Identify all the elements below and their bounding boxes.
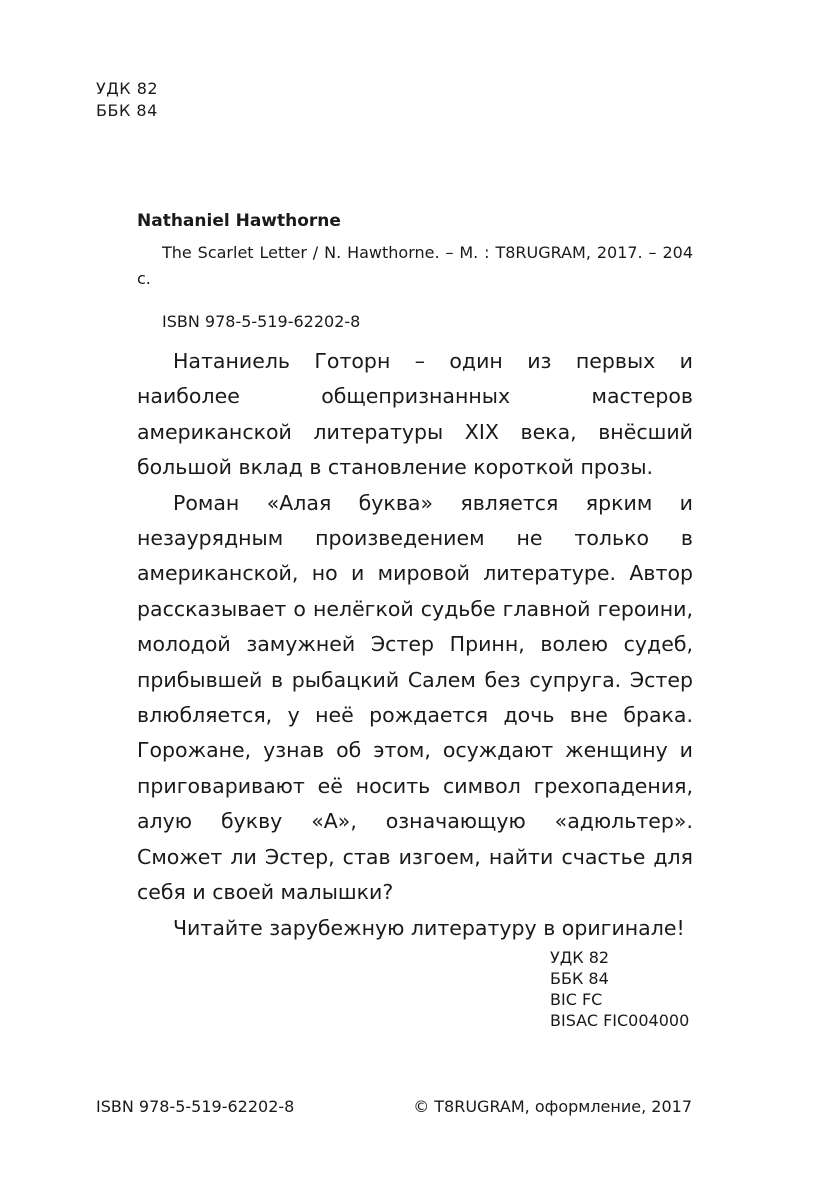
author-name: Nathaniel Hawthorne (137, 211, 341, 231)
bic-code: BIC FC (550, 990, 603, 1009)
citation-isbn: ISBN 978-5-519-62202-8 (162, 312, 361, 331)
copyright-notice: © T8RUGRAM, оформление, 2017 (413, 1097, 692, 1116)
bbk-code: ББК 84 (96, 101, 158, 120)
udk-code: УДК 82 (96, 79, 159, 98)
annotation-paragraph: Натаниель Готорн – один из первых и наиболее общепризнанных мастеров американской литературы XIX века, внёсший большой вклад в становление короткой прозы. (137, 349, 693, 480)
footer-isbn: ISBN 978-5-519-62202-8 (96, 1097, 295, 1116)
bbk-code: ББК 84 (550, 969, 609, 988)
bisac-code: BISAC FIC004000 (550, 1011, 690, 1030)
classification-block (550, 947, 689, 1031)
top-classification-codes (96, 78, 158, 122)
annotation (137, 344, 693, 946)
bibliographic-citation: The Scarlet Letter / N. Hawthorne. – M. : T8RUGRAM, 2017. – 204 c. (137, 243, 693, 288)
annotation-paragraph: Читайте зарубежную литературу в оригинале! (173, 915, 685, 940)
annotation-paragraph: Роман «Алая буква» является ярким и незаурядным произведением не только в американской, но и мировой литературе. Автор рассказывает о нелёгкой судьбе главной героини, молодой замужней Эстер Принн, волею судеб, прибывшей в рыбацкий Салем без супруга. Эстер влюбляется, у неё рождается дочь вне брака. Горожане, узнав об этом, осуждают женщину и приговаривают её носить символ грехопадения, алую букву «А», означающую «адюльтер». Сможет ли Эстер, став изгоем, найти счастье для себя и своей малышки? (137, 490, 693, 905)
udk-code: УДК 82 (550, 948, 610, 967)
